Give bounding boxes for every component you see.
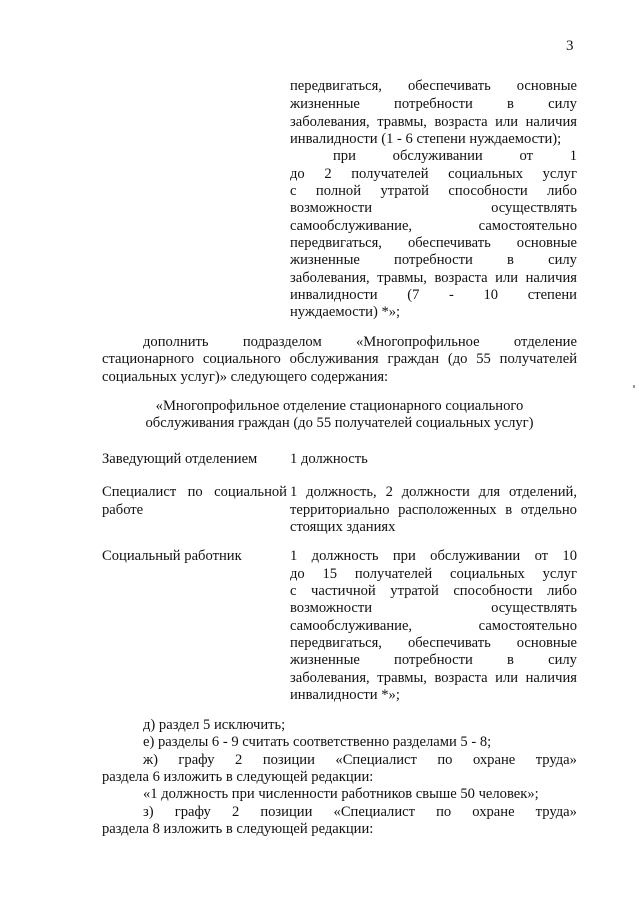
word: способности <box>453 583 533 599</box>
word: жизненные <box>290 252 360 268</box>
word: «Многопрофильное <box>355 334 480 350</box>
word: 2 <box>385 484 393 500</box>
word: по <box>437 752 453 768</box>
word: получателей <box>354 566 433 582</box>
word: 2 <box>235 752 243 768</box>
word: 1 <box>290 484 298 500</box>
word: отдельно <box>520 502 577 518</box>
text-line-q-l1: «1 должность при численности работников свыше 50 человек»; <box>143 786 539 802</box>
text-line-p1-l8 <box>290 200 577 216</box>
text-line-p1-l5 <box>333 148 577 164</box>
word: 10 <box>562 548 577 564</box>
word: основные <box>516 78 577 94</box>
text-line-zh-l2: раздела 6 изложить в следующей редакции: <box>102 769 374 785</box>
word: при <box>333 148 356 164</box>
word: по <box>436 804 452 820</box>
text-line-p2-l1 <box>143 334 577 350</box>
word: труда» <box>535 804 577 820</box>
word: от <box>519 148 533 164</box>
word: 15 <box>322 566 338 582</box>
text-line-p1-l7 <box>290 183 577 199</box>
word: возраста <box>434 670 488 686</box>
word: должность, <box>306 484 377 500</box>
word: утратой <box>380 183 429 199</box>
word: передвигаться, <box>290 78 382 94</box>
text-line-z-l1 <box>143 804 577 820</box>
scan-artifact <box>633 385 635 388</box>
text-line-t2-name2: работе <box>102 502 144 518</box>
word: в <box>507 96 514 112</box>
text-line-p1-l9 <box>290 218 577 234</box>
word: для <box>478 484 501 500</box>
word: или <box>495 670 519 686</box>
text-line-p1-l4: инвалидности (1 - 6 степени нуждаемости); <box>290 131 562 147</box>
word: графу <box>174 804 211 820</box>
word: потребности <box>394 652 473 668</box>
word: 55 <box>476 351 491 367</box>
word: самообслуживание, <box>290 618 413 634</box>
word: жизненные <box>290 652 360 668</box>
word: должности <box>401 484 470 500</box>
word: графу <box>178 752 215 768</box>
word: наличия <box>525 670 577 686</box>
word: охране <box>472 752 516 768</box>
text-line-p1-l3 <box>290 114 577 130</box>
word: возможности <box>290 200 373 216</box>
word: потребности <box>394 96 473 112</box>
text-line-t3-l9: инвалидности *»; <box>290 687 400 703</box>
word: - <box>449 287 454 303</box>
word: силу <box>548 652 577 668</box>
word: полной <box>315 183 362 199</box>
word: подразделом <box>242 334 322 350</box>
word: самостоятельно <box>478 218 577 234</box>
word: до <box>290 566 305 582</box>
text-line-p1-l13 <box>290 287 577 303</box>
text-line-p1-l12 <box>290 270 577 286</box>
word: травмы, <box>377 670 427 686</box>
word: от <box>534 548 549 564</box>
text-line-p1-l1 <box>290 78 577 94</box>
word: обслуживании <box>392 148 483 164</box>
word: степени <box>527 287 577 303</box>
word: инвалидности <box>290 287 378 303</box>
word: осуществлять <box>491 200 577 216</box>
text-line-h-l2: обслуживания граждан (до 55 получателей социальных услуг) <box>145 415 534 431</box>
word: обеспечивать <box>407 235 491 251</box>
word: расположенных <box>398 502 497 518</box>
word: в <box>507 252 514 268</box>
word: основные <box>516 635 577 651</box>
word: заболевания, <box>290 270 370 286</box>
word: силу <box>548 252 577 268</box>
word: получателей <box>499 351 577 367</box>
word: социальных <box>449 566 525 582</box>
text-line-e-l1: е) разделы 6 - 9 считать соответственно разделами 5 - 8; <box>143 734 492 750</box>
word: наличия <box>525 270 577 286</box>
word: 10 <box>483 287 499 303</box>
word: основные <box>516 235 577 251</box>
word: до <box>290 166 305 182</box>
word: заболевания, <box>290 670 370 686</box>
text-line-t3-l7 <box>290 652 577 668</box>
word: обеспечивать <box>407 78 491 94</box>
text-line-p1-l10 <box>290 235 577 251</box>
word: частичной <box>311 583 376 599</box>
text-line-t2-val3: стоящих зданиях <box>290 519 396 535</box>
word: по <box>187 484 203 500</box>
word: позиции <box>260 804 313 820</box>
word: обслуживании <box>430 548 521 564</box>
word: жизненные <box>290 96 360 112</box>
text-line-p1-l11 <box>290 252 577 268</box>
text-line-t3-l3 <box>290 583 577 599</box>
word: утратой <box>390 583 439 599</box>
word: силу <box>548 96 577 112</box>
word: социальной <box>214 484 287 500</box>
word: или <box>495 114 519 130</box>
word: обслуживания <box>289 351 379 367</box>
word: осуществлять <box>491 600 577 616</box>
text-line-t3-l6 <box>290 635 577 651</box>
text-line-z-l2: раздела 8 изложить в следующей редакции: <box>102 821 374 837</box>
text-line-t3-l5 <box>290 618 577 634</box>
text-line-p2-l3: социальных услуг)» следующего содержания: <box>102 369 389 385</box>
word: услуг <box>542 166 577 182</box>
word: в <box>507 652 514 668</box>
word: передвигаться, <box>290 235 382 251</box>
word: Специалист <box>102 484 177 500</box>
text-line-zh-l1 <box>143 752 577 768</box>
word: ж) <box>143 752 158 768</box>
word: отделений, <box>508 484 577 500</box>
word: позиции <box>262 752 315 768</box>
word: 2 <box>324 166 332 182</box>
word: либо <box>547 183 577 199</box>
word: 1 <box>290 548 298 564</box>
word: территориально <box>290 502 390 518</box>
text-line-t2-val2 <box>290 502 577 518</box>
word: дополнить <box>143 334 209 350</box>
word: в <box>505 502 513 518</box>
text-line-t3-l1 <box>290 548 577 564</box>
word: травмы, <box>377 270 427 286</box>
word: (7 <box>407 287 420 303</box>
word: 2 <box>231 804 240 820</box>
word: способности <box>448 183 528 199</box>
word: обеспечивать <box>407 635 491 651</box>
word: наличия <box>525 114 577 130</box>
word: возможности <box>290 600 373 616</box>
text-line-t1-val: 1 должность <box>290 451 368 467</box>
word: возраста <box>434 114 488 130</box>
word: возраста <box>434 270 488 286</box>
word: 1 <box>569 148 577 164</box>
word: травмы, <box>377 114 427 130</box>
word: самостоятельно <box>478 618 577 634</box>
word: социальных <box>448 166 524 182</box>
word: отделение <box>513 334 577 350</box>
word: получателей <box>351 166 429 182</box>
word: з) <box>143 804 154 820</box>
word: с <box>290 183 297 199</box>
text-line-p1-l14: нуждаемости) *»; <box>290 304 401 320</box>
word: или <box>495 270 519 286</box>
text-line-d-l1: д) раздел 5 исключить; <box>143 717 286 733</box>
word: граждан <box>387 351 440 367</box>
word: заболевания, <box>290 114 370 130</box>
text-line-p2-l2 <box>102 351 577 367</box>
word: труда» <box>535 752 577 768</box>
word: охране <box>472 804 515 820</box>
text-line-t2-val1 <box>290 484 577 500</box>
word: услуг <box>542 566 577 582</box>
text-line-p1-l2 <box>290 96 577 112</box>
word: должность <box>311 548 379 564</box>
text-line-t3-l8 <box>290 670 577 686</box>
word: либо <box>547 583 577 599</box>
word: передвигаться, <box>290 635 382 651</box>
text-line-t2-name1 <box>102 484 287 500</box>
word: при <box>392 548 416 564</box>
word: социального <box>202 351 281 367</box>
word: потребности <box>394 252 473 268</box>
word: стационарного <box>102 351 195 367</box>
text-line-p1-l6 <box>290 166 577 182</box>
word: «Специалист <box>333 804 416 820</box>
word: с <box>290 583 297 599</box>
text-line-t3-l4 <box>290 600 577 616</box>
text-line-t3-name: Социальный работник <box>102 548 242 564</box>
text-line-h-l1: «Многопрофильное отделение стационарного социального <box>155 398 524 414</box>
word: (до <box>447 351 468 367</box>
page-number: 3 <box>566 38 574 54</box>
word: «Специалист <box>335 752 417 768</box>
text-line-t3-l2 <box>290 566 577 582</box>
word: самообслуживание, <box>290 218 413 234</box>
text-line-t1-name: Заведующий отделением <box>102 451 258 467</box>
